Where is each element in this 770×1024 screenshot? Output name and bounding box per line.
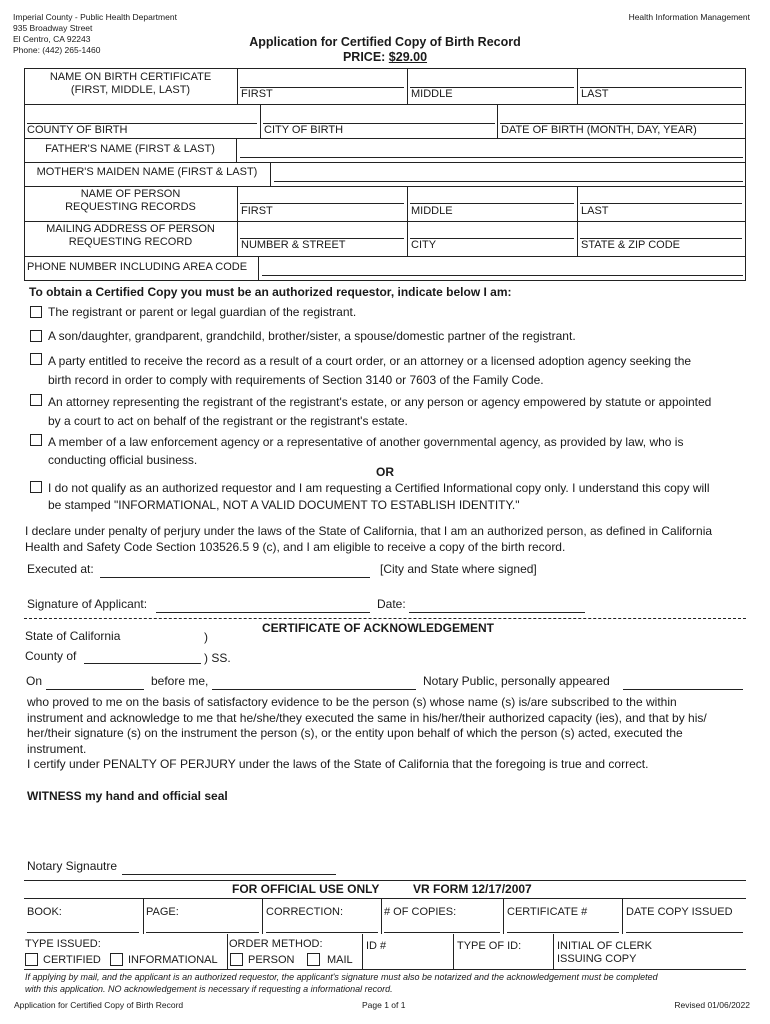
page-label: PAGE:	[146, 906, 179, 918]
requestor-name-label	[28, 188, 233, 214]
appeared-input[interactable]	[623, 689, 743, 690]
division-title: Health Information Management	[628, 12, 750, 22]
law-enforcement-checkbox[interactable]	[30, 434, 42, 446]
clerk-line1: INITIAL OF CLERK	[557, 940, 652, 952]
date-issued-label: DATE COPY ISSUED	[626, 906, 733, 918]
witness-label: WITNESS my hand and official seal	[27, 789, 228, 803]
on-date-input[interactable]	[46, 689, 144, 690]
copies-input[interactable]	[384, 932, 500, 933]
clerk-line2: ISSUING COPY	[557, 953, 637, 965]
department-address	[13, 12, 177, 56]
option-relative: A son/daughter, grandparent, grandchild, brother/sister, a spouse/domestic partner of the registrant.	[48, 329, 576, 343]
book-input[interactable]	[27, 932, 139, 933]
id-number-label: ID #	[366, 940, 387, 952]
notary-signature-input[interactable]	[122, 874, 336, 875]
on-label: On	[26, 674, 43, 688]
acknowledgement-body	[27, 695, 755, 773]
mail-label: MAIL	[327, 954, 353, 966]
state-label: State of California	[25, 629, 121, 643]
certified-label: CERTIFIED	[43, 954, 101, 966]
type-issued-label: TYPE ISSUED:	[25, 938, 101, 950]
dept-street: 935 Broadway Street	[13, 23, 93, 33]
clerk-initial-label	[557, 940, 652, 966]
option-attorney	[48, 393, 748, 431]
price-label: PRICE:	[342, 50, 389, 64]
price-line	[220, 50, 550, 65]
mother-maiden-name-label: MOTHER'S MAIDEN NAME (FIRST & LAST)	[36, 166, 258, 178]
city-label: CITY	[411, 239, 437, 251]
county-label: County of	[25, 649, 77, 663]
father-name-label: FATHER'S NAME (FIRST & LAST)	[45, 143, 215, 155]
state-paren: )	[204, 630, 208, 644]
executed-at-label: Executed at:	[27, 562, 94, 576]
person-label: PERSON	[248, 954, 295, 966]
copies-label: # OF COPIES:	[384, 906, 457, 918]
date-label: Date:	[377, 597, 406, 611]
ack-line1: who proved to me on the basis of satisfactory evidence to be the person (s) whose name (s) is/are subscribed to the within	[27, 695, 677, 709]
form-title-text: Application for Certified Copy of Birth Record	[249, 35, 521, 49]
dept-city: El Centro, CA 92243	[13, 34, 91, 44]
requestor-first-label: FIRST	[241, 205, 273, 217]
phone-input[interactable]	[262, 275, 743, 276]
date-issued-input[interactable]	[626, 932, 743, 933]
mother-maiden-name-input[interactable]	[274, 181, 743, 182]
court-line1: A party entitled to receive the record as a result of a court order, or an attorney or a licensed adoption agency seeking the	[48, 354, 692, 368]
name-on-certificate-label	[28, 71, 233, 97]
requestor-last-label: LAST	[581, 205, 609, 217]
executed-at-input[interactable]	[100, 577, 370, 578]
official-use-title: FOR OFFICIAL USE ONLY	[232, 882, 380, 896]
price-value: $29.00	[388, 50, 428, 64]
county-of-birth-label: COUNTY OF BIRTH	[27, 124, 128, 136]
mail-notice	[25, 971, 765, 995]
type-of-id-label: TYPE OF ID:	[457, 940, 522, 952]
ack-line2: instrument and acknowledge to me that he/she/they executed the same in his/her/their authorized capacity (ies), and that by his/	[27, 710, 707, 725]
court-line2: birth record in order to comply with requirements of Section 3140 or 7603 of the Family Code.	[48, 373, 544, 387]
acknowledgement-title: CERTIFICATE OF ACKNOWLEDGEMENT	[262, 621, 494, 635]
state-zip-label: STATE & ZIP CODE	[581, 239, 681, 251]
registrant-checkbox[interactable]	[30, 306, 42, 318]
dept-name: Imperial County - Public Health Department	[13, 12, 177, 22]
mail-notice-line1: If applying by mail, and the applicant is an authorized requestor, the applicant's signature must also be notarized and the acknowledgement must be completed	[25, 972, 658, 982]
footer-form-name: Application for Certified Copy of Birth Record	[14, 1000, 184, 1010]
informational-type-checkbox[interactable]	[110, 953, 123, 966]
certified-checkbox[interactable]	[25, 953, 38, 966]
option-registrant: The registrant or parent or legal guardian of the registrant.	[48, 305, 357, 319]
father-name-input[interactable]	[240, 157, 743, 158]
requestor-label-line2: REQUESTING RECORDS	[65, 201, 196, 213]
option-court-order	[48, 352, 748, 390]
applicant-signature-input[interactable]	[156, 612, 370, 613]
person-checkbox[interactable]	[230, 953, 243, 966]
city-state-hint: [City and State where signed]	[380, 562, 537, 576]
requestor-middle-input[interactable]	[410, 203, 574, 204]
signature-label: Signature of Applicant:	[27, 597, 148, 611]
last-name-label: LAST	[581, 88, 609, 100]
page-input[interactable]	[146, 932, 259, 933]
page-number: Page 1 of 1	[362, 1000, 406, 1010]
phone-label: PHONE NUMBER INCLUDING AREA CODE	[27, 261, 248, 273]
relative-checkbox[interactable]	[30, 330, 42, 342]
option-law-enforcement	[48, 433, 748, 469]
requestor-label-line1: NAME OF PERSON	[80, 188, 181, 200]
correction-input[interactable]	[266, 932, 378, 933]
name-label-line1: NAME ON BIRTH CERTIFICATE	[49, 71, 212, 83]
ack-line3: her/their signature (s) on the instrument the person (s), or the entity upon behalf of which the person (s) acted, executed the	[27, 726, 683, 740]
middle-name-label: MIDDLE	[411, 88, 453, 100]
before-me-label: before me,	[151, 674, 209, 688]
order-method-label: ORDER METHOD:	[229, 938, 323, 950]
perjury-declaration	[25, 523, 755, 555]
first-name-label: FIRST	[241, 88, 273, 100]
book-label: BOOK:	[27, 906, 62, 918]
name-label-line2: (FIRST, MIDDLE, LAST)	[70, 84, 191, 96]
info-line2: be stamped "INFORMATIONAL, NOT A VALID DOCUMENT TO ESTABLISH IDENTITY."	[48, 498, 520, 512]
address-label-line1: MAILING ADDRESS OF PERSON	[46, 223, 215, 235]
revision-date: Revised 01/06/2022	[674, 1000, 750, 1010]
mailing-address-label	[28, 223, 233, 249]
city-of-birth-label: CITY OF BIRTH	[264, 124, 344, 136]
requestor-last-input[interactable]	[580, 203, 742, 204]
county-input[interactable]	[84, 663, 201, 664]
notary-name-input[interactable]	[212, 689, 416, 690]
attorney-line2: by a court to act on behalf of the registrant or the registrant's estate.	[48, 414, 408, 428]
date-of-birth-label: DATE OF BIRTH (MONTH, DAY, YEAR)	[501, 124, 697, 136]
address-label-line2: REQUESTING RECORD	[68, 236, 193, 248]
requestor-first-input[interactable]	[240, 203, 404, 204]
mail-checkbox[interactable]	[307, 953, 320, 966]
notary-signature-label: Notary Signautre	[27, 859, 118, 873]
vr-form-label: VR FORM 12/17/2007	[413, 882, 532, 896]
option-informational	[48, 480, 748, 514]
informational-label: INFORMATIONAL	[128, 954, 218, 966]
or-divider: OR	[376, 465, 394, 479]
notary-public-label: Notary Public, personally appeared	[423, 674, 610, 688]
date-input[interactable]	[409, 612, 585, 613]
street-label: NUMBER & STREET	[241, 239, 346, 251]
court-order-checkbox[interactable]	[30, 353, 42, 365]
eligibility-heading: To obtain a Certified Copy you must be an authorized requestor, indicate below I am:	[29, 285, 512, 299]
certificate-number-input[interactable]	[507, 932, 619, 933]
info-line1: I do not qualify as an authorized requestor and I am requesting a Certified Informational copy only. I understand this copy will	[48, 481, 710, 495]
ss-label: ) SS.	[204, 651, 231, 665]
attorney-checkbox[interactable]	[30, 394, 42, 406]
form-title	[220, 35, 550, 65]
correction-label: CORRECTION:	[266, 906, 343, 918]
law-line2: conducting official business.	[48, 453, 198, 467]
certify-line: I certify under PENALTY OF PERJURY under the laws of the State of California that the foregoing is true and correct.	[27, 757, 649, 771]
requestor-middle-label: MIDDLE	[411, 205, 453, 217]
informational-checkbox[interactable]	[30, 481, 42, 493]
declaration-line1: I declare under penalty of perjury under the laws of the State of California, that I am an authorized person, as defined in California	[25, 524, 713, 538]
law-line1: A member of a law enforcement agency or a representative of another governmental agency, as provided by law, who is	[48, 435, 684, 449]
declaration-line2: Health and Safety Code Section 103526.5 9 (c), and I am eligible to receive a copy of the birth record.	[25, 540, 566, 554]
attorney-line1: An attorney representing the registrant of the registrant's estate, or any person or agency empowered by statute or appointed	[48, 395, 712, 409]
ack-line4: instrument.	[27, 741, 87, 756]
dept-phone: Phone: (442) 265-1460	[13, 45, 101, 55]
mail-notice-line2: with this application. NO acknowledgement is necessary if requesting a informational record.	[25, 984, 393, 994]
certificate-number-label: CERTIFICATE #	[507, 906, 588, 918]
